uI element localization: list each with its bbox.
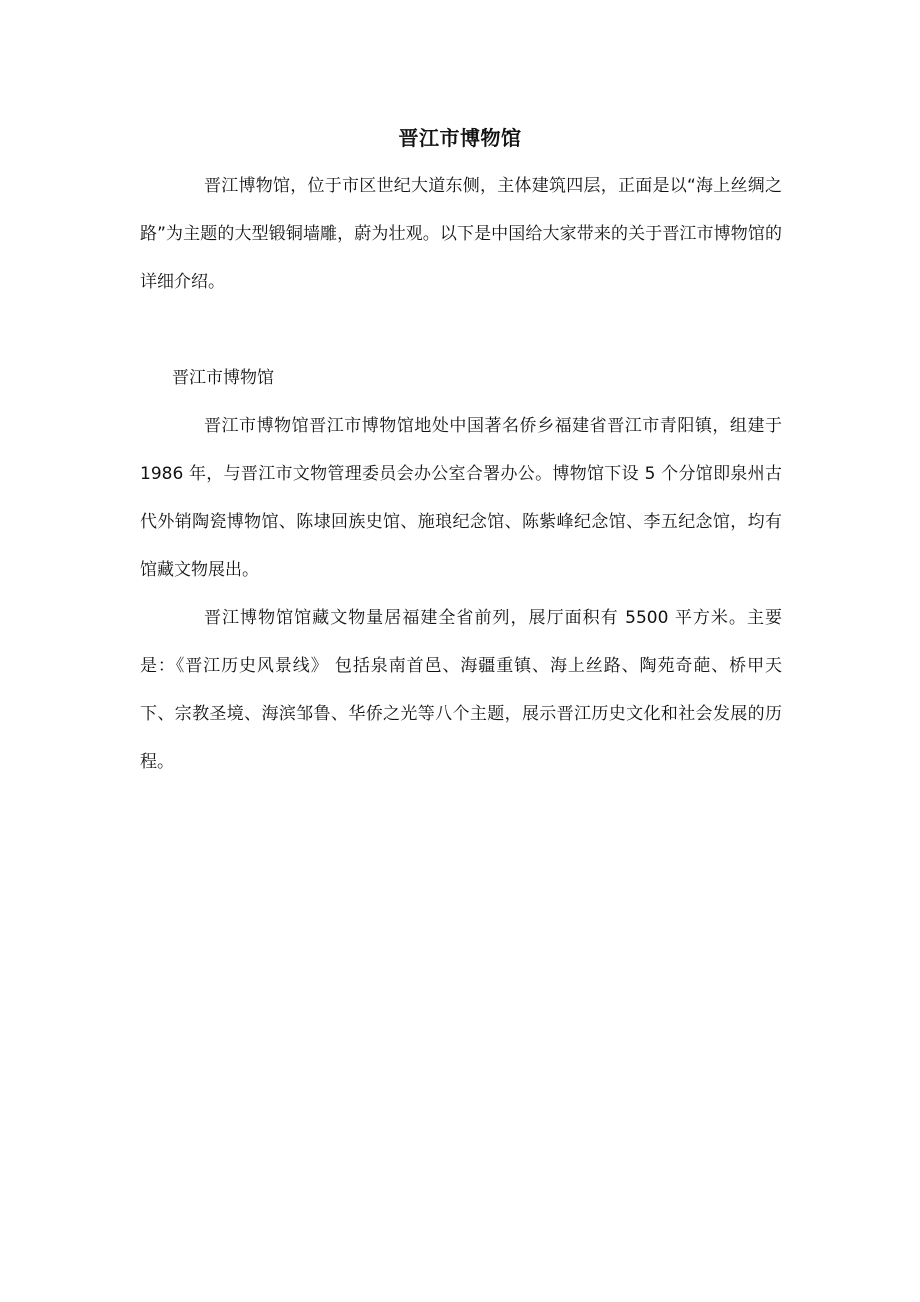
document-title: 晋江市博物馆 (398, 126, 522, 150)
section-heading: 晋江市博物馆 (172, 368, 274, 388)
body-paragraph-collection: 晋江博物馆馆藏文物量居福建全省前列，展厅面积有 5500 平方米。主要是：《晋江历史风景线》 包括泉南首邑、海疆重镇、海上丝路、陶苑奇葩、桥甲天下、宗教圣境、海滨邹鲁、华侨之光等八个主题，展示晋江历史文化和社会发展的历程。 (140, 608, 782, 772)
intro-paragraph: 晋江博物馆，位于市区世纪大道东侧，主体建筑四层，正面是以“海上丝绸之路”为主题的大型锻铜墙雕，蔚为壮观。以下是中国给大家带来的关于晋江市博物馆的详细介绍。 (140, 176, 782, 292)
body-paragraph-history: 晋江市博物馆晋江市博物馆地处中国著名侨乡福建省晋江市青阳镇，组建于 1986 年，与晋江市文物管理委员会办公室合署办公。博物馆下设 5 个分馆即泉州古代外销陶瓷博物馆、陈埭回族史馆、施琅纪念馆、陈紫峰纪念馆、李五纪念馆，均有馆藏文物展出。 (140, 416, 782, 580)
